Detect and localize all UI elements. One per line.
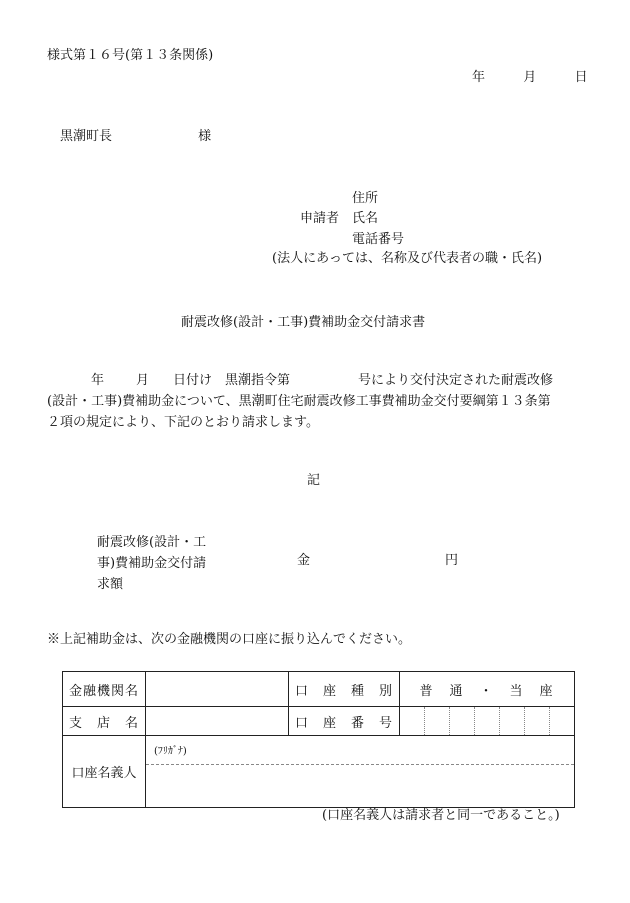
paragraph-line-1: 年 月 日付け 黒潮指令第 号により交付決定された耐震改修 xyxy=(91,373,554,388)
bank-transfer-note: ※上記補助金は、次の金融機関の口座に振り込んでください。 xyxy=(47,632,412,647)
digit-box[interactable] xyxy=(400,707,424,735)
document-title: 耐震改修(設計・工事)費補助金交付請求書 xyxy=(181,315,426,330)
digit-box[interactable] xyxy=(499,707,524,735)
digit-box[interactable] xyxy=(474,707,499,735)
applicant-phone-label: 電話番号 xyxy=(352,232,405,247)
account-holder-label: 口座名義人 xyxy=(63,736,146,808)
account-type-label: 口 座 種 別 xyxy=(289,672,400,707)
date-line xyxy=(472,70,588,86)
applicant-label: 申請者 xyxy=(300,211,340,226)
branch-input[interactable] xyxy=(146,707,289,736)
addressee-name: 黒潮町長 xyxy=(60,129,113,144)
addressee-honorific: 様 xyxy=(198,129,212,144)
applicant-name-label: 氏名 xyxy=(352,211,379,226)
paragraph-line-3: ２項の規定により、下記のとおり請求します。 xyxy=(47,415,319,430)
addressee xyxy=(60,129,211,145)
branch-label: 支 店 名 xyxy=(63,707,146,736)
institution-label: 金融機関名 xyxy=(63,672,146,707)
account-holder-note: (口座名義人は請求者と同一であること。) xyxy=(322,808,560,823)
request-paragraph xyxy=(47,370,587,433)
digit-box[interactable] xyxy=(524,707,549,735)
paragraph-line-2: (設計・工事)費補助金について、黒潮町住宅耐震改修工事費補助金交付要綱第１３条第 xyxy=(47,394,551,409)
account-holder-input[interactable] xyxy=(146,736,575,808)
digit-box[interactable] xyxy=(449,707,474,735)
bank-account-table xyxy=(62,671,575,808)
account-number-input[interactable] xyxy=(400,707,575,736)
furigana-label: (ﾌﾘｶﾞﾅ) xyxy=(154,746,187,757)
institution-input[interactable] xyxy=(146,672,289,707)
amount-kin: 金 xyxy=(297,553,311,568)
furigana-divider xyxy=(146,764,574,765)
amount-yen: 円 xyxy=(445,553,459,568)
amount-label: 耐震改修(設計・工 事)費補助金交付請 求額 xyxy=(97,535,207,592)
form-number: 様式第１６号(第１３条関係) xyxy=(47,48,214,63)
account-number-label: 口 座 番 号 xyxy=(289,707,400,736)
digit-box[interactable] xyxy=(549,707,574,735)
ki-heading: 記 xyxy=(307,473,321,488)
applicant-corporate-note: (法人にあっては、名称及び代表者の職・氏名) xyxy=(272,251,543,266)
applicant-address-label: 住所 xyxy=(352,191,379,206)
digit-box[interactable] xyxy=(424,707,449,735)
account-type-options[interactable]: 普 通 ・ 当 座 xyxy=(400,672,575,707)
date-day-label: 日 xyxy=(574,70,588,85)
date-month-label: 月 xyxy=(523,70,537,85)
date-year-label: 年 xyxy=(472,70,486,85)
